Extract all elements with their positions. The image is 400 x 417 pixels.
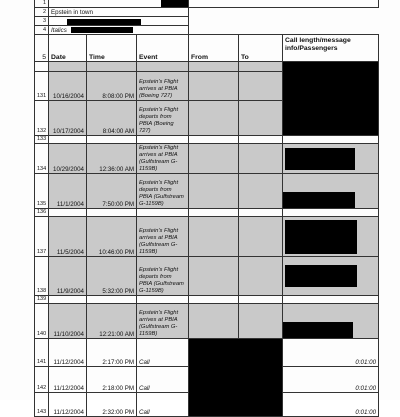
table-cell bbox=[137, 296, 189, 304]
from-cell bbox=[189, 144, 239, 174]
redaction-block bbox=[283, 192, 356, 208]
column-header-date: Date bbox=[49, 35, 87, 62]
table-row-spacer bbox=[35, 136, 379, 144]
to-cell bbox=[239, 101, 283, 136]
call-cell bbox=[283, 217, 379, 257]
to-cell bbox=[239, 304, 283, 339]
table-row bbox=[35, 174, 379, 209]
date-cell: 11/9/2004 bbox=[49, 257, 87, 296]
header-row-4 bbox=[35, 26, 379, 35]
table-cell bbox=[189, 296, 239, 304]
event-cell: Epstein's Flight arrives at PBIA (Gulfstream G-1159B) bbox=[137, 217, 189, 257]
date-cell: 10/29/2004 bbox=[49, 144, 87, 174]
redaction-block bbox=[285, 265, 357, 287]
table-row-spacer bbox=[35, 209, 379, 217]
header-row-3 bbox=[35, 17, 379, 26]
event-cell: Call bbox=[137, 339, 189, 367]
table-row bbox=[35, 257, 379, 296]
row-number: 4 bbox=[35, 26, 49, 35]
date-cell: 11/12/2004 bbox=[49, 367, 87, 393]
time-cell: 10:46:00 PM bbox=[87, 217, 137, 257]
redaction-block bbox=[189, 339, 283, 417]
table-cell bbox=[87, 296, 137, 304]
call-cell bbox=[283, 144, 379, 174]
redaction-block bbox=[285, 148, 355, 170]
header-cell-empty bbox=[189, 26, 379, 35]
to-cell bbox=[239, 257, 283, 296]
event-cell: Call bbox=[137, 393, 189, 417]
table-row-spacer bbox=[35, 296, 379, 304]
table-cell bbox=[49, 136, 87, 144]
flight-log-table bbox=[34, 0, 379, 417]
column-header-event: Event bbox=[137, 35, 189, 62]
table-cell bbox=[137, 136, 189, 144]
date-cell: 11/12/2004 bbox=[49, 393, 87, 417]
table-cell bbox=[283, 296, 379, 304]
to-cell bbox=[239, 72, 283, 101]
header-row-2 bbox=[35, 8, 379, 17]
table-cell bbox=[239, 296, 283, 304]
table-gap-row bbox=[35, 62, 379, 72]
column-header-row bbox=[35, 35, 379, 62]
table-cell bbox=[49, 296, 87, 304]
table-cell bbox=[189, 62, 239, 72]
row-number: 3 bbox=[35, 17, 49, 26]
event-cell: Epstein's Flight arrives at PBIA (Boeing 727) bbox=[137, 72, 189, 101]
table-cell bbox=[189, 136, 239, 144]
table-cell bbox=[239, 209, 283, 217]
date-cell: 10/16/2004 bbox=[49, 72, 87, 101]
time-cell: 12:21:00 AM bbox=[87, 304, 137, 339]
redaction-block bbox=[283, 322, 354, 338]
table-cell bbox=[87, 62, 137, 72]
date-cell: 11/5/2004 bbox=[49, 217, 87, 257]
call-cell bbox=[283, 304, 379, 339]
table-cell bbox=[239, 62, 283, 72]
header-cell-empty bbox=[189, 0, 379, 8]
row-number: 140 bbox=[35, 304, 49, 339]
row-number: 138 bbox=[35, 257, 49, 296]
table-cell bbox=[137, 62, 189, 72]
column-header-from: From bbox=[189, 35, 239, 62]
table-row bbox=[35, 339, 379, 367]
from-cell bbox=[189, 174, 239, 209]
event-cell: Epstein's Flight arrives at PBIA (Gulfstream G-1159B) bbox=[137, 144, 189, 174]
legend-italics-label: Italics bbox=[51, 27, 67, 34]
time-cell: 8:04:00 AM bbox=[87, 101, 137, 136]
row-number: 136 bbox=[35, 209, 49, 217]
row-number: 134 bbox=[35, 144, 49, 174]
row-number: 2 bbox=[35, 8, 49, 17]
row-number: 142 bbox=[35, 367, 49, 393]
event-cell: Epstein's Flight departs from PBIA (Boeing 727) bbox=[137, 101, 189, 136]
row-number: 131 bbox=[35, 72, 49, 101]
event-cell: Call bbox=[137, 367, 189, 393]
time-cell: 2:32:00 PM bbox=[87, 393, 137, 417]
call-cell bbox=[283, 174, 379, 209]
call-cell bbox=[283, 257, 379, 296]
row-number-empty bbox=[35, 62, 49, 72]
legend-italics bbox=[49, 26, 189, 35]
row-number: 133 bbox=[35, 136, 49, 144]
event-cell: Epstein's Flight departs from PBIA (Gulfstream G-1159B) bbox=[137, 174, 189, 209]
row-number: 132 bbox=[35, 101, 49, 136]
from-cell bbox=[189, 72, 239, 101]
redaction-block bbox=[285, 220, 357, 254]
time-cell: 2:17:00 PM bbox=[87, 339, 137, 367]
table-cell bbox=[283, 136, 379, 144]
table-cell bbox=[239, 136, 283, 144]
table-row bbox=[35, 217, 379, 257]
time-cell: 7:50:00 PM bbox=[87, 174, 137, 209]
table-cell bbox=[49, 62, 87, 72]
date-cell: 11/10/2004 bbox=[49, 304, 87, 339]
from-cell bbox=[189, 217, 239, 257]
table-cell bbox=[283, 209, 379, 217]
time-cell: 8:08:00 PM bbox=[87, 72, 137, 101]
header-row-1 bbox=[35, 0, 379, 8]
column-header-call-length: Call length/message info/Passengers bbox=[283, 35, 379, 62]
table-cell bbox=[49, 209, 87, 217]
table-row bbox=[35, 144, 379, 174]
call-length-cell: 0:01:00 bbox=[283, 393, 379, 417]
event-cell: Epstein's Flight departs from PBIA (Gulfstream G-1159B) bbox=[137, 257, 189, 296]
header-cell-empty bbox=[189, 8, 379, 17]
from-cell bbox=[189, 101, 239, 136]
date-cell: 11/1/2004 bbox=[49, 174, 87, 209]
redaction-block bbox=[161, 0, 189, 7]
date-cell: 10/17/2004 bbox=[49, 101, 87, 136]
redaction-block bbox=[67, 19, 141, 25]
row-number: 139 bbox=[35, 296, 49, 304]
to-cell bbox=[239, 217, 283, 257]
row-number: 5 bbox=[35, 35, 49, 62]
table-cell bbox=[87, 136, 137, 144]
row-number: 141 bbox=[35, 339, 49, 367]
to-cell bbox=[239, 144, 283, 174]
row-number: 1 bbox=[35, 0, 49, 8]
redaction-block bbox=[71, 27, 133, 33]
call-length-cell: 0:01:00 bbox=[283, 367, 379, 393]
row-number: 135 bbox=[35, 174, 49, 209]
from-cell bbox=[189, 304, 239, 339]
table-row bbox=[35, 304, 379, 339]
to-cell bbox=[239, 174, 283, 209]
row-number: 137 bbox=[35, 217, 49, 257]
table-cell bbox=[87, 209, 137, 217]
event-cell: Epstein's Flight arrives at PBIA (Gulfstream G-1159B) bbox=[137, 304, 189, 339]
header-cell bbox=[49, 0, 189, 8]
date-cell: 11/12/2004 bbox=[49, 339, 87, 367]
redaction-block bbox=[283, 62, 379, 136]
column-header-time: Time bbox=[87, 35, 137, 62]
from-cell bbox=[189, 257, 239, 296]
call-length-cell: 0:01:00 bbox=[283, 339, 379, 367]
time-cell: 12:36:00 AM bbox=[87, 144, 137, 174]
column-header-to: To bbox=[239, 35, 283, 62]
row-number: 143 bbox=[35, 393, 49, 417]
header-cell bbox=[49, 17, 189, 26]
time-cell: 2:18:00 PM bbox=[87, 367, 137, 393]
legend-epstein-in-town: Epstein in town bbox=[49, 8, 189, 17]
table-cell bbox=[189, 209, 239, 217]
table-cell bbox=[137, 209, 189, 217]
header-cell-empty bbox=[189, 17, 379, 26]
time-cell: 5:32:00 PM bbox=[87, 257, 137, 296]
